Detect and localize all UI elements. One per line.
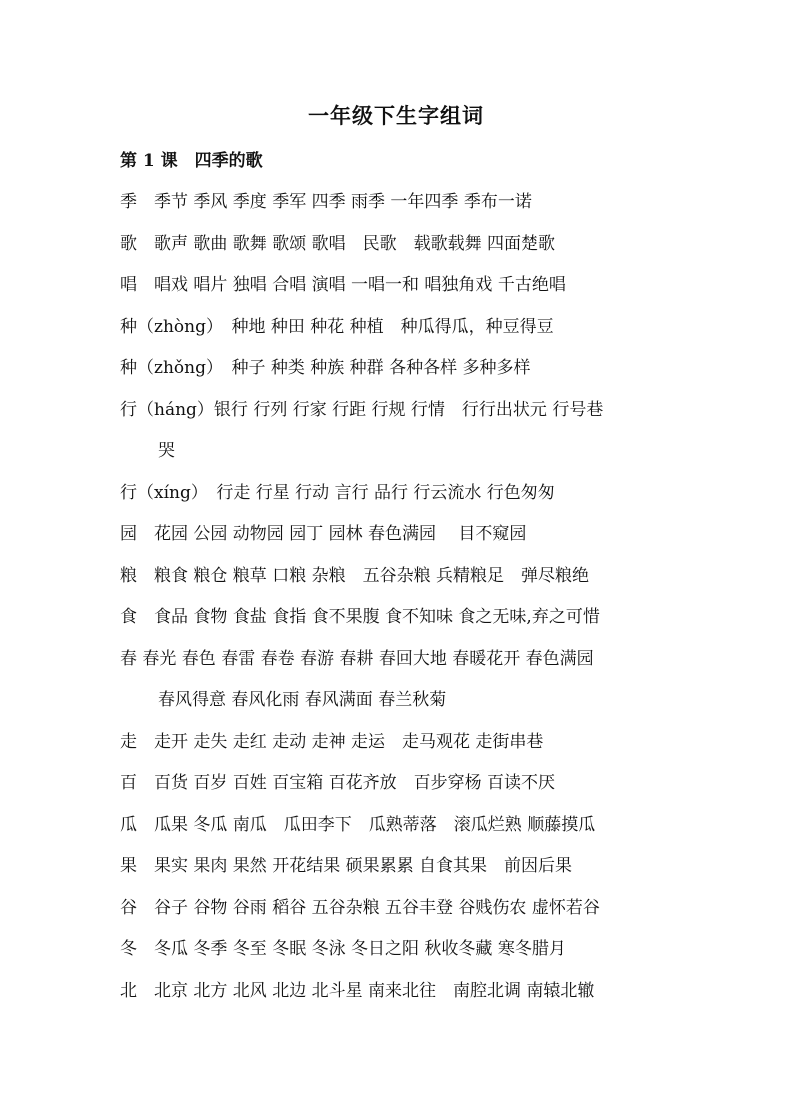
entry-text: 唱 唱戏 唱片 独唱 合唱 演唱 一唱一和 唱独角戏 千古绝唱 bbox=[120, 275, 566, 295]
entry-text: 食 食品 食物 食盐 食指 食不果腹 食不知味 食之无味,弃之可惜 bbox=[120, 607, 600, 627]
list-item bbox=[120, 182, 680, 224]
entry-text: 种（zhǒng） 种子 种类 种族 种群 各种各样 多种多样 bbox=[120, 358, 531, 378]
entry-text: 瓜 瓜果 冬瓜 南瓜 瓜田李下 瓜熟蒂落 滚瓜烂熟 顺藤摸瓜 bbox=[120, 814, 596, 835]
list-item bbox=[120, 514, 680, 556]
list-item bbox=[120, 390, 680, 473]
lesson-heading: 第 1 课 四季的歌 bbox=[120, 151, 263, 171]
list-item bbox=[120, 805, 680, 847]
entry-text: 冬 冬瓜 冬季 冬至 冬眠 冬泳 冬日之阳 秋收冬藏 寒冬腊月 bbox=[120, 939, 566, 959]
list-item bbox=[120, 265, 680, 307]
entry-text: 走 走开 走失 走红 走动 走神 走运 走马观花 走街串巷 bbox=[120, 731, 544, 752]
word-list bbox=[120, 182, 680, 1012]
list-item bbox=[120, 348, 680, 390]
list-item bbox=[120, 763, 680, 805]
entry-text: 园 花园 公园 动物园 园丁 园林 春色满园 目不窥园 bbox=[120, 524, 527, 544]
list-item bbox=[120, 307, 680, 349]
list-item bbox=[120, 888, 680, 930]
list-item bbox=[120, 224, 680, 266]
list-item bbox=[120, 722, 680, 764]
entry-text: 春 春光 春色 春雷 春卷 春游 春耕 春回大地 春暖花开 春色满园 bbox=[120, 648, 594, 669]
list-item bbox=[120, 597, 680, 639]
entry-continuation: 春风得意 春风化雨 春风满面 春兰秋菊 bbox=[158, 690, 447, 710]
page-title: 一年级下生字组词 bbox=[308, 103, 484, 128]
entry-text: 百 百货 百岁 百姓 百宝箱 百花齐放 百步穿杨 百读不厌 bbox=[120, 773, 556, 793]
list-item bbox=[120, 473, 680, 515]
entry-text: 歌 歌声 歌曲 歌舞 歌颂 歌唱 民歌 载歌载舞 四面楚歌 bbox=[120, 233, 556, 254]
list-item bbox=[120, 971, 680, 1013]
entry-text: 果 果实 果肉 果然 开花结果 硕果累累 自食其果 前因后果 bbox=[120, 856, 573, 876]
list-item bbox=[120, 929, 680, 971]
list-item bbox=[120, 639, 680, 722]
entry-text: 谷 谷子 谷物 谷雨 稻谷 五谷杂粮 五谷丰登 谷贱伤农 虚怀若谷 bbox=[120, 897, 600, 918]
entry-text: 季 季节 季风 季度 季军 四季 雨季 一年四季 季布一诺 bbox=[120, 192, 532, 212]
entry-continuation: 哭 bbox=[158, 441, 175, 461]
entry-text: 行（xíng） 行走 行星 行动 言行 品行 行云流水 行色匆匆 bbox=[120, 482, 555, 503]
entry-text: 粮 粮食 粮仓 粮草 口粮 杂粮 五谷杂粮 兵精粮足 弹尽粮绝 bbox=[120, 565, 590, 586]
entry-text: 种（zhòng） 种地 种田 种花 种植 种瓜得瓜，种豆得豆 bbox=[120, 316, 554, 337]
list-item bbox=[120, 556, 680, 598]
list-item bbox=[120, 846, 680, 888]
entry-text: 行（háng）银行 行列 行家 行距 行规 行情 行行出状元 行号巷 bbox=[120, 399, 604, 420]
entry-text: 北 北京 北方 北风 北边 北斗星 南来北往 南腔北调 南辕北辙 bbox=[120, 980, 595, 1001]
